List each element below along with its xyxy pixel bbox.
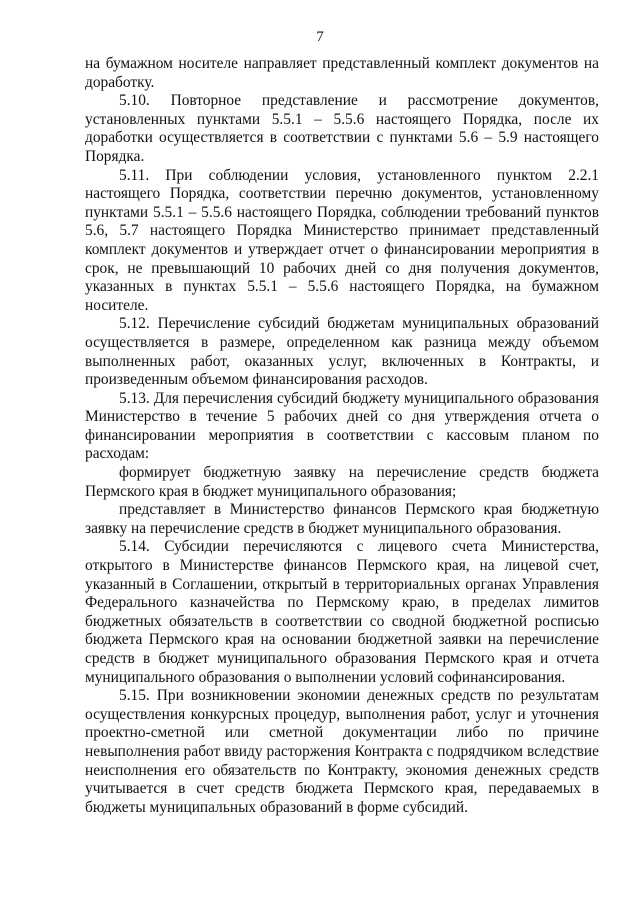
paragraph-5-13-item-2: представляет в Министерство финансов Пермского края бюджетную заявку на перечисление средств в бюджет муниципального образования. bbox=[85, 501, 599, 537]
paragraph-continuation: на бумажном носителе направляет представленный комплект документов на доработку. bbox=[85, 55, 599, 91]
paragraph-5-11: 5.11. При соблюдении условия, установленного пунктом 2.2.1 настоящего Порядка, соответствии перечню документов, установленному пунктами 5.5.1 – 5.5.6 настоящего Порядка, соблюдении требований пунктов 5.6, 5.7 настоящего Порядка Министерство принимает представленный комплект документов и утверждает отчет о финансировании мероприятия в срок, не превышающий 10 рабочих дней со дня получения документов, указанных в пунктах 5.5.1 – 5.5.6 настоящего Порядка, на бумажном носителе. bbox=[85, 166, 599, 314]
paragraph-5-13-item-1: формирует бюджетную заявку на перечисление средств бюджета Пермского края в бюджет муниципального образования; bbox=[85, 464, 599, 500]
paragraph-5-15: 5.15. При возникновении экономии денежных средств по результатам осуществления конкурсных процедур, выполнения работ, услуг и уточнения проектно-сметной или сметной документации либо по причине невыполнения работ ввиду расторжения Контракта с подрядчиком вследствие неисполнения его обязательств по Контракту, экономия денежных средств учитывается в счет средств бюджета Пермского края, передаваемых в бюджеты муниципальных образований в форме субсидий. bbox=[85, 687, 599, 816]
document-body bbox=[85, 55, 599, 817]
paragraph-5-10: 5.10. Повторное представление и рассмотрение документов, установленных пунктами 5.5.1 – 5.5.6 настоящего Порядка, после их доработки осуществляется в соответствии с пунктами 5.6 – 5.9 настоящего Порядка. bbox=[85, 92, 599, 165]
paragraph-5-12: 5.12. Перечисление субсидий бюджетам муниципальных образований осуществляется в размере, определенном как разница между объемом выполненных работ, оказанных услуг, включенных в Контракты, и произведенным объемом финансирования расходов. bbox=[85, 315, 599, 389]
page-number: 7 bbox=[316, 29, 324, 45]
paragraph-5-13: 5.13. Для перечисления субсидий бюджету муниципального образования Министерство в течение 5 рабочих дней со дня утверждения отчета о финансировании мероприятия в соответствии с кассовым планом по расходам: bbox=[85, 389, 599, 463]
paragraph-5-14: 5.14. Субсидии перечисляются с лицевого счета Министерства, открытого в Министерстве финансов Пермского края, на лицевой счет, указанный в Соглашении, открытый в территориальных органах Управления Федерального казначейства по Пермскому краю, в пределах лимитов бюджетных обязательств в соответствии со сводной бюджетной росписью бюджета Пермского края на основании бюджетной заявки на перечисление средств в бюджет муниципального образования Пермского края и отчета муниципального образования о выполнении условий софинансирования. bbox=[85, 538, 599, 686]
